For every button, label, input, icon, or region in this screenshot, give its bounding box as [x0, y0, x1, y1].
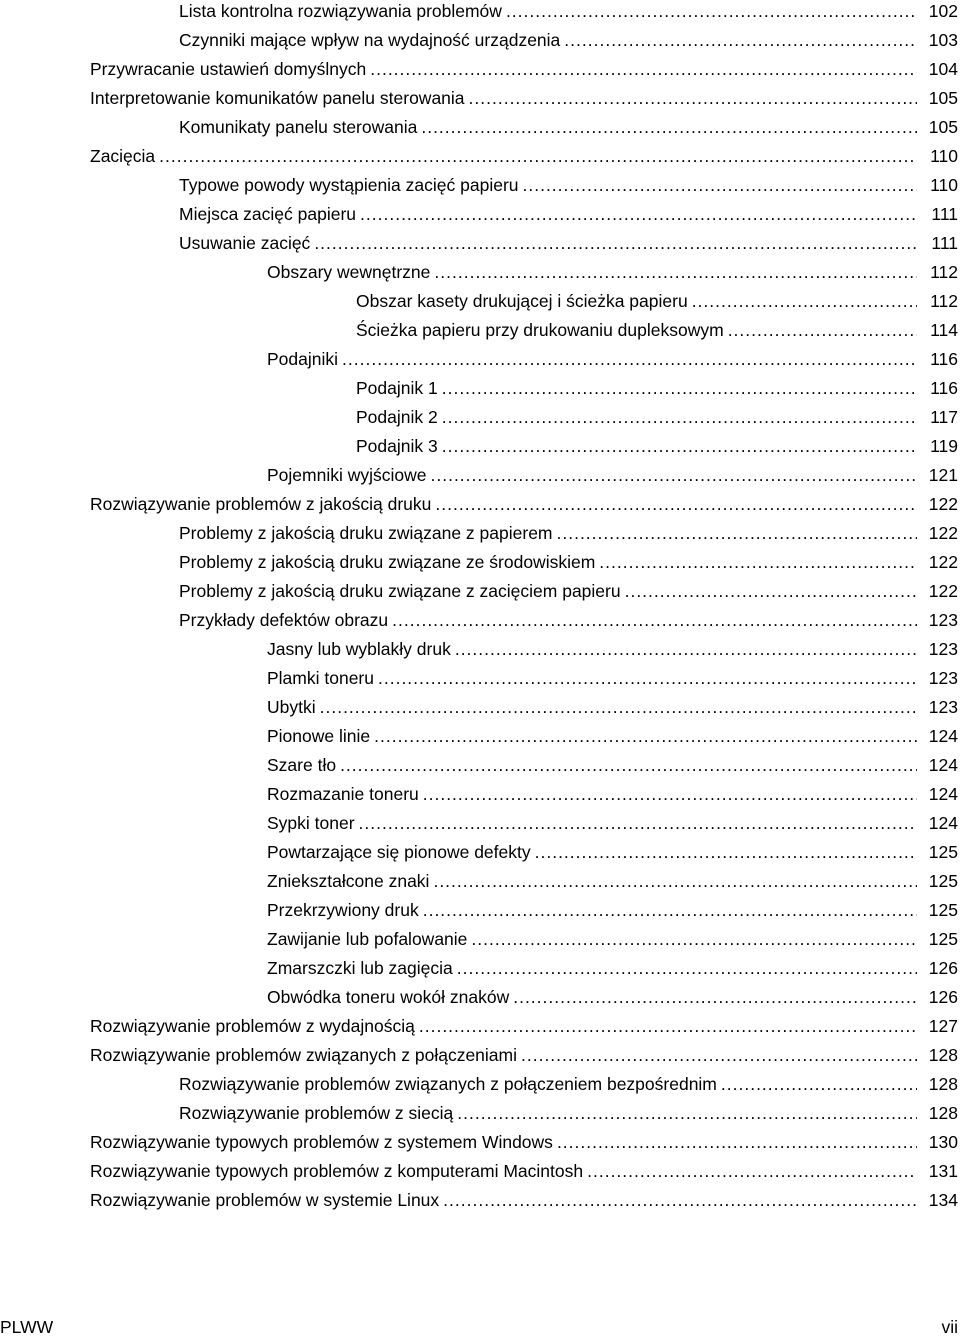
- toc-entry-title: Interpretowanie komunikatów panelu sterowania: [90, 88, 465, 108]
- toc-entry-page: 128: [928, 1045, 958, 1065]
- toc-entry-title: Miejsca zacięć papieru: [179, 204, 357, 224]
- toc-dot-leader: [378, 664, 917, 693]
- toc-entry[interactable]: [0, 461, 960, 490]
- toc-entry[interactable]: [0, 751, 960, 780]
- toc-entry-page: 127: [928, 1016, 958, 1036]
- toc-entry-title: Przekrzywiony druk: [267, 900, 419, 920]
- toc-entry-title: Lista kontrolna rozwiązywania problemów: [179, 1, 502, 21]
- toc-entry-title: Komunikaty panelu sterowania: [179, 117, 418, 137]
- toc-entry-page: 125: [928, 929, 958, 949]
- toc-entry-title: Rozwiązywanie problemów z wydajnością: [90, 1016, 415, 1036]
- toc-entry-page: 112: [930, 262, 958, 282]
- footer-document-code: PLWW: [0, 1317, 54, 1337]
- toc-entry-title: Rozwiązywanie problemów z siecią: [179, 1103, 454, 1123]
- toc-entry[interactable]: [0, 316, 960, 345]
- toc-entry-title: Rozmazanie toneru: [267, 784, 419, 804]
- toc-entry-page: 128: [928, 1103, 958, 1123]
- toc-dot-leader: [431, 461, 918, 490]
- toc-entry-page: 122: [928, 552, 958, 572]
- toc-entry[interactable]: [0, 345, 960, 374]
- page-footer: [0, 1316, 960, 1338]
- toc-entry[interactable]: [0, 142, 960, 171]
- toc-entry-title: Przywracanie ustawień domyślnych: [90, 59, 367, 79]
- toc-entry-title: Plamki toneru: [267, 668, 374, 688]
- toc-entry[interactable]: [0, 55, 960, 84]
- toc-dot-leader: [442, 432, 917, 461]
- toc-entry-page: 124: [928, 755, 958, 775]
- toc-dot-leader: [535, 838, 917, 867]
- toc-entry[interactable]: [0, 838, 960, 867]
- toc-entry-title: Problemy z jakością druku związane z papierem: [179, 523, 553, 543]
- toc-dot-leader: [360, 200, 917, 229]
- toc-entry-title: Sypki toner: [267, 813, 355, 833]
- toc-entry-title: Rozwiązywanie problemów z jakością druku: [90, 494, 432, 514]
- toc-entry-page: 102: [928, 1, 958, 21]
- toc-entry-title: Ubytki: [267, 697, 316, 717]
- toc-entry[interactable]: [0, 1128, 960, 1157]
- toc-dot-leader: [433, 867, 917, 896]
- toc-dot-leader: [564, 26, 917, 55]
- toc-entry-title: Ścieżka papieru przy drukowaniu dupleksowym: [356, 320, 724, 340]
- toc-entry[interactable]: [0, 258, 960, 287]
- toc-entry[interactable]: [0, 519, 960, 548]
- toc-dot-leader: [728, 316, 917, 345]
- toc-dot-leader: [521, 1041, 917, 1070]
- toc-entry-page: 114: [930, 320, 958, 340]
- toc-entry[interactable]: [0, 0, 960, 26]
- toc-dot-leader: [457, 954, 917, 983]
- toc-entry-title: Rozwiązywanie problemów w systemie Linux: [90, 1190, 440, 1210]
- toc-entry-title: Obszar kasety drukującej i ścieżka papieru: [356, 291, 688, 311]
- toc-entry-page: 122: [928, 494, 958, 514]
- toc-dot-leader: [434, 258, 917, 287]
- toc-dot-leader: [159, 142, 917, 171]
- toc-dot-leader: [423, 896, 917, 925]
- toc-entry-title: Szare tło: [267, 755, 337, 775]
- toc-entry-page: 134: [928, 1190, 958, 1210]
- toc-entry-page: 104: [928, 59, 958, 79]
- toc-entry[interactable]: [0, 693, 960, 722]
- toc-entry-page: 124: [928, 726, 958, 746]
- toc-dot-leader: [320, 693, 917, 722]
- toc-dot-leader: [469, 84, 917, 113]
- toc-entry-title: Obszary wewnętrzne: [267, 262, 431, 282]
- toc-dot-leader: [587, 1157, 917, 1186]
- toc-entry[interactable]: [0, 983, 960, 1012]
- toc-dot-leader: [370, 55, 917, 84]
- toc-entry-title: Podajnik 3: [356, 436, 438, 456]
- toc-dot-leader: [455, 635, 917, 664]
- toc-dot-leader: [435, 490, 917, 519]
- toc-entry-page: 123: [928, 697, 958, 717]
- toc-entry-page: 123: [928, 639, 958, 659]
- toc-entry[interactable]: [0, 1012, 960, 1041]
- toc-entry-title: Przykłady defektów obrazu: [179, 610, 389, 630]
- footer-page-number: vii: [941, 1317, 958, 1337]
- toc-dot-leader: [421, 113, 917, 142]
- toc-entry-title: Problemy z jakością druku związane ze środowiskiem: [179, 552, 596, 572]
- toc-entry-page: 105: [928, 117, 958, 137]
- toc-dot-leader: [471, 925, 917, 954]
- toc-entry-page: 119: [930, 436, 958, 456]
- toc-entry-page: 123: [928, 668, 958, 688]
- toc-dot-leader: [442, 403, 917, 432]
- toc-entry-title: Zmarszczki lub zagięcia: [267, 958, 453, 978]
- toc-entry-page: 117: [930, 407, 958, 427]
- toc-entry-page: 122: [928, 523, 958, 543]
- toc-entry-page: 110: [930, 175, 958, 195]
- toc-entry-page: 103: [928, 30, 958, 50]
- toc-dot-leader: [513, 983, 917, 1012]
- toc-entry-title: Rozwiązywanie problemów związanych z połączeniami: [90, 1045, 517, 1065]
- toc-dot-leader: [721, 1070, 917, 1099]
- toc-entry-title: Rozwiązywanie typowych problemów z komputerami Macintosh: [90, 1161, 584, 1181]
- toc-entry-page: 105: [928, 88, 958, 108]
- toc-entry[interactable]: [0, 171, 960, 200]
- toc-entry-title: Usuwanie zacięć: [179, 233, 311, 253]
- toc-entry-page: 131: [928, 1161, 958, 1181]
- toc-entry[interactable]: [0, 1041, 960, 1070]
- toc-entry[interactable]: [0, 664, 960, 693]
- toc-entry-page: 121: [928, 465, 958, 485]
- toc-entry[interactable]: [0, 113, 960, 142]
- toc-entry[interactable]: [0, 1099, 960, 1128]
- toc-entry-page: 126: [928, 987, 958, 1007]
- toc-entry-title: Podajniki: [267, 349, 339, 369]
- toc-entry-title: Rozwiązywanie problemów związanych z połączeniem bezpośrednim: [179, 1074, 717, 1094]
- toc-dot-leader: [523, 171, 918, 200]
- toc-entry[interactable]: [0, 780, 960, 809]
- toc-entry[interactable]: [0, 26, 960, 55]
- toc-entry-page: 126: [928, 958, 958, 978]
- toc-entry-page: 116: [930, 378, 958, 398]
- toc-entry-page: 123: [928, 610, 958, 630]
- toc-entry-title: Podajnik 1: [356, 378, 438, 398]
- toc-entry[interactable]: [0, 287, 960, 316]
- toc-dot-leader: [625, 577, 917, 606]
- toc-entry[interactable]: [0, 229, 960, 258]
- toc-entry[interactable]: [0, 954, 960, 983]
- toc-entry-title: Czynniki mające wpływ na wydajność urządzenia: [179, 30, 561, 50]
- toc-dot-leader: [442, 374, 917, 403]
- toc-entry[interactable]: [0, 606, 960, 635]
- toc-dot-leader: [314, 229, 917, 258]
- toc-entry[interactable]: [0, 374, 960, 403]
- toc-entry[interactable]: [0, 809, 960, 838]
- toc-entry[interactable]: [0, 722, 960, 751]
- toc-dot-leader: [359, 809, 917, 838]
- toc-dot-leader: [374, 722, 917, 751]
- toc-entry-title: Powtarzające się pionowe defekty: [267, 842, 531, 862]
- toc-entry[interactable]: [0, 867, 960, 896]
- toc-entry[interactable]: [0, 1070, 960, 1099]
- toc-entry[interactable]: [0, 403, 960, 432]
- toc-entry-title: Problemy z jakością druku związane z zacięciem papieru: [179, 581, 621, 601]
- toc-entry[interactable]: [0, 200, 960, 229]
- toc-entry-title: Jasny lub wyblakły druk: [267, 639, 451, 659]
- toc-entry-title: Pojemniki wyjściowe: [267, 465, 427, 485]
- toc-entry-page: 111: [931, 233, 958, 253]
- toc-entry[interactable]: [0, 577, 960, 606]
- toc-dot-leader: [419, 1012, 917, 1041]
- toc-dot-leader: [443, 1186, 917, 1215]
- toc-entry-title: Podajnik 2: [356, 407, 438, 427]
- toc-entry-page: 125: [928, 900, 958, 920]
- toc-entry[interactable]: [0, 432, 960, 461]
- toc-entry-page: 125: [928, 871, 958, 891]
- toc-entry-page: 125: [928, 842, 958, 862]
- toc-entry-page: 128: [928, 1074, 958, 1094]
- toc-dot-leader: [423, 780, 917, 809]
- toc-entry-page: 130: [928, 1132, 958, 1152]
- toc-entry[interactable]: [0, 548, 960, 577]
- toc-entry-title: Obwódka toneru wokół znaków: [267, 987, 510, 1007]
- toc-entry-page: 112: [930, 291, 958, 311]
- toc-dot-leader: [557, 1128, 917, 1157]
- toc-entry[interactable]: [0, 896, 960, 925]
- toc-entry[interactable]: [0, 1186, 960, 1215]
- toc-dot-leader: [457, 1099, 917, 1128]
- toc-entry-title: Zniekształcone znaki: [267, 871, 430, 891]
- toc-dot-leader: [599, 548, 917, 577]
- toc-dot-leader: [506, 0, 917, 26]
- toc-entry-title: Typowe powody wystąpienia zacięć papieru: [179, 175, 519, 195]
- toc-entry-title: Zacięcia: [90, 146, 156, 166]
- toc-entry[interactable]: [0, 925, 960, 954]
- toc-entry-page: 122: [928, 581, 958, 601]
- toc-entry[interactable]: [0, 1157, 960, 1186]
- toc-entry[interactable]: [0, 490, 960, 519]
- toc-entry-title: Zawijanie lub pofalowanie: [267, 929, 468, 949]
- toc-entry-title: Pionowe linie: [267, 726, 371, 746]
- toc-entry-title: Rozwiązywanie typowych problemów z systemem Windows: [90, 1132, 553, 1152]
- toc-dot-leader: [692, 287, 917, 316]
- toc-entry-page: 124: [928, 813, 958, 833]
- toc-entry-page: 111: [931, 204, 958, 224]
- toc-entry[interactable]: [0, 84, 960, 113]
- toc-dot-leader: [340, 751, 917, 780]
- toc-dot-leader: [392, 606, 917, 635]
- toc-entry-page: 116: [930, 349, 958, 369]
- toc-entry-page: 110: [930, 146, 958, 166]
- toc-dot-leader: [557, 519, 918, 548]
- toc-entry-page: 124: [928, 784, 958, 804]
- toc-entry[interactable]: [0, 635, 960, 664]
- toc-dot-leader: [342, 345, 917, 374]
